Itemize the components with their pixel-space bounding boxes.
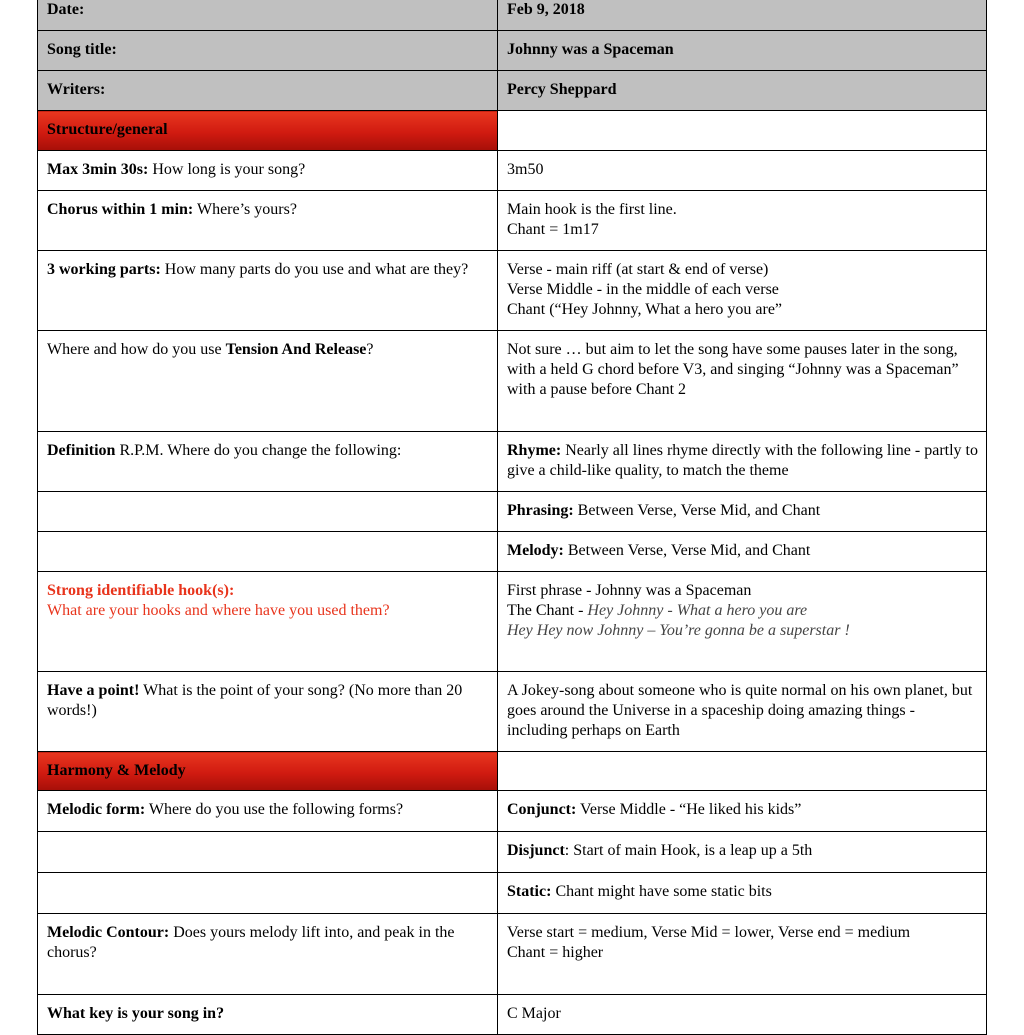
- song-title-row: [38, 31, 987, 71]
- contour-question: Melodic Contour: Does yours melody lift into, and peak in the chorus?: [38, 914, 498, 995]
- empty-cell: [38, 492, 498, 532]
- songwriting-worksheet: [37, 0, 987, 1035]
- length-question: Max 3min 30s: How long is your song?: [38, 151, 498, 191]
- melody-answer: Melody: Between Verse, Verse Mid, and Chant: [498, 532, 987, 572]
- contour-answer: Verse start = medium, Verse Mid = lower, Verse end = medium Chant = higher: [498, 914, 987, 995]
- section-harmony-header: Harmony & Melody: [38, 752, 498, 791]
- tension-row: [38, 331, 987, 432]
- key-row: [38, 995, 987, 1035]
- writers-value: Percy Sheppard: [498, 71, 987, 111]
- disjunct-row: [38, 832, 987, 873]
- conjunct-answer: Conjunct: Verse Middle - “He liked his kids”: [498, 791, 987, 832]
- length-row: [38, 151, 987, 191]
- hooks-answer: First phrase - Johnny was a Spaceman The Chant - Hey Johnny - What a hero you are Hey Hey now Johnny – You’re gonna be a superstar !: [498, 572, 987, 672]
- parts-row: [38, 251, 987, 331]
- tension-answer: Not sure … but aim to let the song have some pauses later in the song, with a held G chord before V3, and singing “Johnny was a Spaceman” with a pause before Chant 2: [498, 331, 987, 432]
- writers-row: [38, 71, 987, 111]
- section-harmony-row: [38, 752, 987, 791]
- phrasing-answer: Phrasing: Between Verse, Verse Mid, and Chant: [498, 492, 987, 532]
- parts-answer: Verse - main riff (at start & end of verse) Verse Middle - in the middle of each verse Chant (“Hey Johnny, What a hero you are”: [498, 251, 987, 331]
- writers-label: Writers:: [38, 71, 498, 111]
- chorus-answer: Main hook is the first line. Chant = 1m17: [498, 191, 987, 251]
- section-structure-header: Structure/general: [38, 111, 498, 151]
- date-row: [38, 0, 987, 31]
- empty-cell: [38, 873, 498, 914]
- rhyme-answer: Rhyme: Nearly all lines rhyme directly with the following line - partly to give a child-like quality, to match the theme: [498, 432, 987, 492]
- length-answer: 3m50: [498, 151, 987, 191]
- empty-cell: [38, 532, 498, 572]
- parts-question: 3 working parts: How many parts do you use and what are they?: [38, 251, 498, 331]
- empty-cell: [38, 832, 498, 873]
- section-structure-row: [38, 111, 987, 151]
- static-answer: Static: Chant might have some static bits: [498, 873, 987, 914]
- hooks-row: [38, 572, 987, 672]
- phrasing-row: [38, 492, 987, 532]
- song-title-value: Johnny was a Spaceman: [498, 31, 987, 71]
- point-row: [38, 672, 987, 752]
- tension-question: Where and how do you use Tension And Release?: [38, 331, 498, 432]
- empty-cell: [498, 752, 987, 791]
- static-row: [38, 873, 987, 914]
- chorus-row: [38, 191, 987, 251]
- definition-question: Definition R.P.M. Where do you change the following:: [38, 432, 498, 492]
- chorus-question: Chorus within 1 min: Where’s yours?: [38, 191, 498, 251]
- date-label: Date:: [38, 0, 498, 31]
- disjunct-answer: Disjunct: Start of main Hook, is a leap up a 5th: [498, 832, 987, 873]
- hooks-question: Strong identifiable hook(s): What are your hooks and where have you used them?: [38, 572, 498, 672]
- contour-row: [38, 914, 987, 995]
- point-question: Have a point! What is the point of your song? (No more than 20 words!): [38, 672, 498, 752]
- definition-row: [38, 432, 987, 492]
- melodic-form-row: [38, 791, 987, 832]
- song-title-label: Song title:: [38, 31, 498, 71]
- melody-row: [38, 532, 987, 572]
- key-question: What key is your song in?: [38, 995, 498, 1035]
- empty-cell: [498, 111, 987, 151]
- date-value: Feb 9, 2018: [498, 0, 987, 31]
- key-answer: C Major: [498, 995, 987, 1035]
- point-answer: A Jokey-song about someone who is quite normal on his own planet, but goes around the Universe in a spaceship doing amazing things - including perhaps on Earth: [498, 672, 987, 752]
- melodic-form-question: Melodic form: Where do you use the following forms?: [38, 791, 498, 832]
